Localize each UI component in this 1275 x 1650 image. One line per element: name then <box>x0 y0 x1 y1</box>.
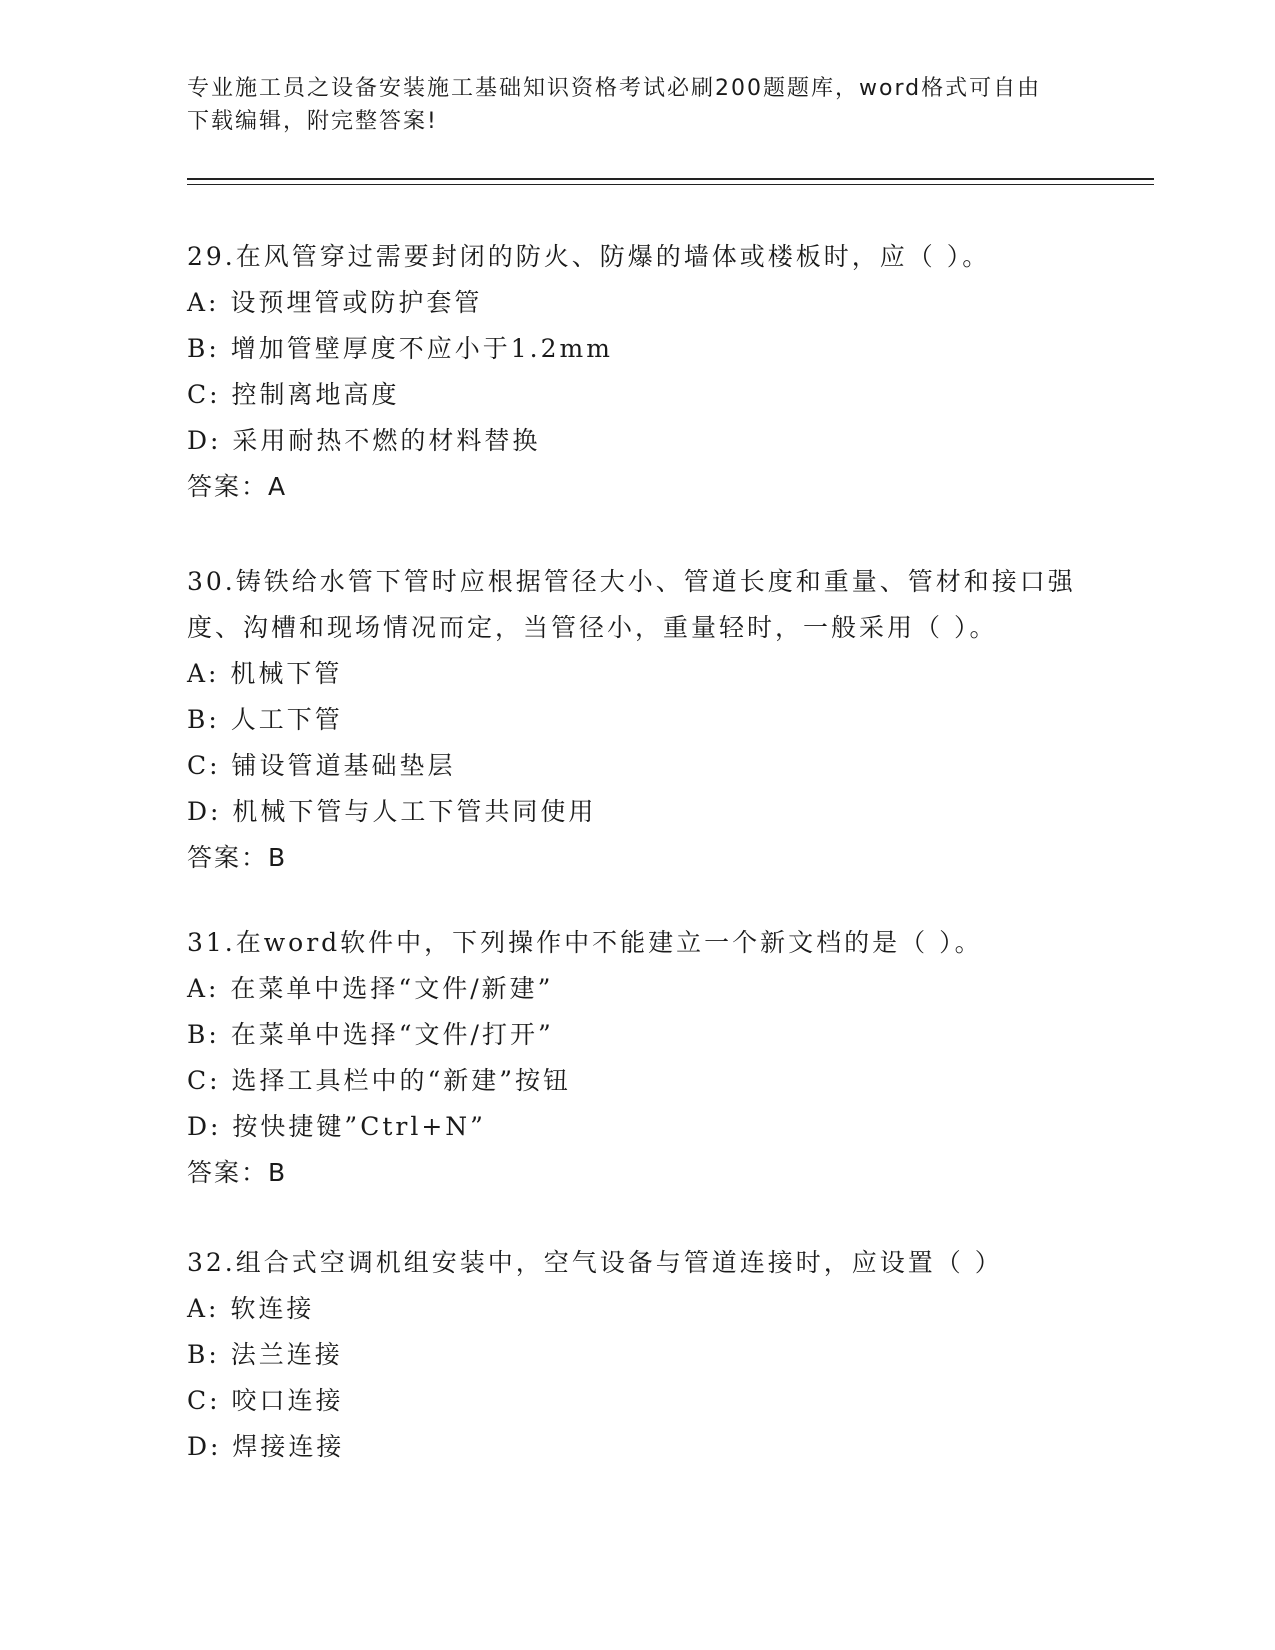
question-stem: 32.组合式空调机组安装中，空气设备与管道连接时，应设置（ ） <box>187 1248 1003 1277</box>
option-d: D: 采用耐热不燃的材料替换 <box>187 426 541 455</box>
question-29 <box>187 234 1087 510</box>
question-stem: 31.在word软件中，下列操作中不能建立一个新文档的是（ ）。 <box>187 928 983 957</box>
option-c: C: 控制离地高度 <box>187 380 400 409</box>
header-divider-thin <box>187 184 1154 185</box>
answer-line: 答案：A <box>187 472 288 501</box>
option-b: B: 法兰连接 <box>187 1340 343 1369</box>
option-d: D: 按快捷键”Ctrl+N” <box>187 1112 486 1141</box>
question-31 <box>187 920 1087 1196</box>
option-a: A: 设预埋管或防护套管 <box>187 288 483 317</box>
option-d: D: 焊接连接 <box>187 1432 345 1461</box>
option-c: C: 咬口连接 <box>187 1386 344 1415</box>
option-a: A: 机械下管 <box>187 659 343 688</box>
answer-line: 答案：B <box>187 1158 288 1187</box>
header-line-1: 专业施工员之设备安装施工基础知识资格考试必刷200题题库，word格式可自由 <box>187 76 1042 101</box>
question-stem: 30.铸铁给水管下管时应根据管径大小、管道长度和重量、管材和接口强度、沟槽和现场情况而定，当管径小，重量轻时，一般采用（ ）。 <box>187 567 1076 642</box>
option-b: B: 在菜单中选择“文件/打开” <box>187 1020 554 1049</box>
option-a: A: 软连接 <box>187 1294 315 1323</box>
question-32 <box>187 1240 1087 1470</box>
question-stem: 29.在风管穿过需要封闭的防火、防爆的墙体或楼板时，应（ ）。 <box>187 242 991 271</box>
option-a: A: 在菜单中选择“文件/新建” <box>187 974 554 1003</box>
option-b: B: 人工下管 <box>187 705 343 734</box>
document-header <box>187 72 1087 138</box>
header-divider-thick <box>187 178 1154 180</box>
question-30 <box>187 559 1087 881</box>
option-c: C: 选择工具栏中的“新建”按钮 <box>187 1066 572 1095</box>
answer-line: 答案：B <box>187 843 288 872</box>
header-line-2: 下载编辑，附完整答案! <box>187 109 438 134</box>
option-b: B: 增加管壁厚度不应小于1.2mm <box>187 334 613 363</box>
option-d: D: 机械下管与人工下管共同使用 <box>187 797 597 826</box>
option-c: C: 铺设管道基础垫层 <box>187 751 456 780</box>
